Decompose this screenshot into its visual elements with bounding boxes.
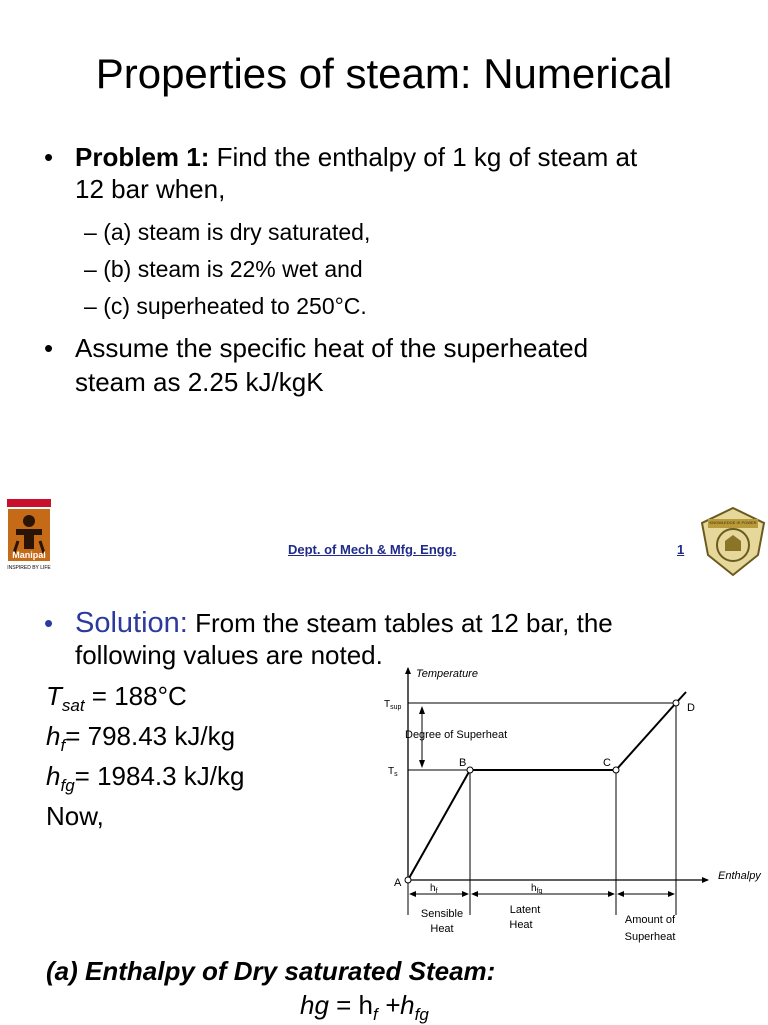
dash-glyph: – <box>84 293 97 319</box>
sensible-label-1: Sensible <box>420 908 464 920</box>
hf-label <box>430 883 438 895</box>
department-footer: Dept. of Mech & Mfg. Engg. <box>288 542 457 557</box>
point-d-marker <box>673 700 679 706</box>
hfg-number: = 1984.3 kJ/kg <box>74 761 245 791</box>
logo-tagline: INSPIRED BY LIFE <box>7 565 51 571</box>
temperature-enthalpy-diagram <box>360 660 768 950</box>
dash-glyph: – <box>84 256 97 282</box>
hfg-subscript: fg <box>536 888 543 895</box>
formula-lhs: hg <box>300 990 329 1020</box>
enthalpy-formula <box>300 990 429 1025</box>
t-s-label <box>388 766 398 778</box>
problem-text <box>75 141 724 205</box>
bullet-glyph: • <box>44 608 54 638</box>
point-a-marker <box>405 877 411 883</box>
hfg-subscript: fg <box>60 776 75 796</box>
amount-label-2: Superheat <box>624 931 676 943</box>
formula-sub-f: f <box>373 1005 378 1025</box>
degree-of-superheat-label: Degree of Superheat <box>405 729 508 741</box>
problem-label: Problem 1: <box>75 142 210 172</box>
point-c-label: C <box>603 757 611 769</box>
manipal-logo <box>4 497 54 577</box>
assume-bullet <box>44 332 724 402</box>
latent-label-1: Latent <box>509 904 541 916</box>
point-b-label: B <box>459 757 467 769</box>
t-sup-symbol: T <box>384 699 391 710</box>
point-b-marker <box>467 767 473 773</box>
institute-seal <box>698 505 768 577</box>
bullet-glyph: • <box>44 333 54 363</box>
point-d-label: D <box>687 702 695 714</box>
amount-label-1: Amount of <box>624 914 676 926</box>
problem-text-line1: Find the enthalpy of 1 kg of steam at <box>209 142 638 172</box>
bullet-glyph: • <box>44 142 54 172</box>
seal-text: KNOWLEDGE IS POWER <box>709 520 757 525</box>
sub-item-text: (b) steam is 22% wet and <box>103 256 363 282</box>
sub-item-text: (c) superheated to 250°C. <box>103 293 367 319</box>
t-sup-label <box>384 699 402 711</box>
page-number: 1 <box>677 542 685 557</box>
hf-subscript: f <box>60 736 66 756</box>
assume-line1: Assume the specific heat of the superheated <box>75 333 589 363</box>
hf-number: = 798.43 kJ/kg <box>65 721 236 751</box>
assume-line2: steam as 2.25 kJ/kgK <box>75 367 324 397</box>
sub-item-b <box>84 255 363 283</box>
heating-curve <box>408 692 686 880</box>
sub-item-c <box>84 292 367 320</box>
tsat-symbol: T <box>46 681 62 711</box>
hfg-label <box>531 883 543 895</box>
hf-subscript: f <box>435 888 438 895</box>
latent-label-2: Heat <box>509 919 533 931</box>
hfg-symbol: h <box>46 761 61 791</box>
formula-sub-fg: fg <box>414 1005 429 1025</box>
hf-symbol: h <box>430 883 436 894</box>
dash-glyph: – <box>84 219 97 245</box>
sub-item-a <box>84 218 370 246</box>
formula-plus: +h <box>377 990 415 1020</box>
solution-line2: following values are noted. <box>75 640 383 670</box>
point-a-label: A <box>394 877 402 889</box>
t-sup-subscript: sup <box>390 704 402 711</box>
sub-item-text: (a) steam is dry saturated, <box>103 219 371 245</box>
hfg-symbol: h <box>531 883 537 894</box>
tsat-subscript: sat <box>61 696 85 716</box>
solution-line1: From the steam tables at 12 bar, the <box>187 608 613 638</box>
now-text: Now, <box>46 801 104 831</box>
solution-label: Solution: <box>75 607 188 639</box>
tsat-number: = 188°C <box>84 681 187 711</box>
hf-symbol: h <box>46 721 61 751</box>
y-axis-label: Temperature <box>416 668 478 680</box>
section-heading: (a) Enthalpy of Dry saturated Steam: <box>46 956 496 986</box>
institute-seal-icon <box>698 505 768 577</box>
sensible-label-2: Heat <box>430 923 454 935</box>
problem-bullet <box>44 141 724 211</box>
logo-text: Manipal <box>12 550 46 560</box>
problem-text-line2: 12 bar when, <box>75 174 226 204</box>
slide-title: Properties of steam: Numerical <box>95 50 673 97</box>
formula-eq: = h <box>328 990 374 1020</box>
x-axis-label: Enthalpy <box>718 870 761 882</box>
t-s-subscript: s <box>394 771 398 778</box>
t-s-symbol: T <box>388 766 395 777</box>
point-c-marker <box>613 767 619 773</box>
